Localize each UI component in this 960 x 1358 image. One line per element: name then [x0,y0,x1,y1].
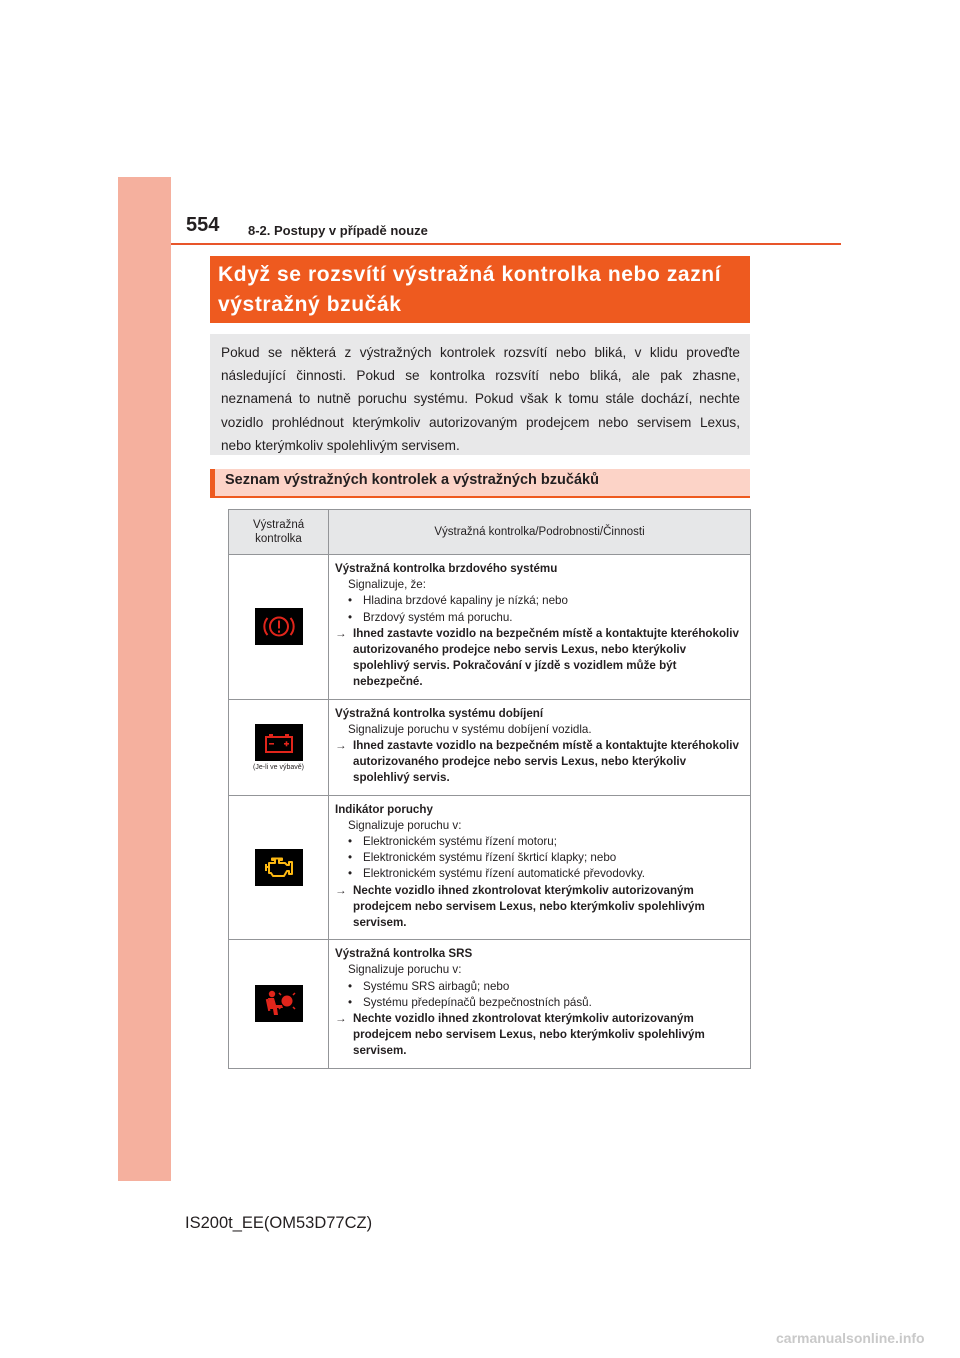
desc-cell [329,699,751,795]
table-row [229,940,751,1068]
desc-cell [329,940,751,1068]
warning-intro: Signalizuje poruchu v systému dobíjení vozidla. [348,722,592,736]
icon-cell [229,795,329,940]
warning-title: Výstražná kontrolka systému dobíjení [335,706,544,720]
desc-cell [329,795,751,940]
warning-intro: Signalizuje, že: [348,578,426,592]
warning-bullet: • Elektronickém systému řízení automatické převodovky. [348,867,646,881]
table-header-row [229,510,751,555]
warning-bullet: • Elektronickém systému řízení škrticí klapky; nebo [348,851,617,865]
col-header-icon: Výstražná kontrolka [229,510,329,555]
desc-cell [329,555,751,700]
engine-malfunction-icon [255,849,303,886]
main-heading [210,256,750,323]
warning-intro: Signalizuje poruchu v: [348,963,462,977]
page-number: 554 [186,214,220,236]
warning-action: → Ihned zastavte vozidlo na bezpečném místě a kontaktujte kteréhokoliv autorizovaného prodejce nebo servis Lexus, nebo kterýkoliv spolehlivý servis. Pokračování v jízdě s vozidlem může být nebezpečné. [335,626,739,689]
table-row [229,699,751,795]
warning-action: → Nechte vozidlo ihned zkontrolovat kterýmkoliv autorizovaným prodejcem nebo servisem Lexus, nebo kterýmkoliv spolehlivým servisem. [335,883,705,930]
warning-action: → Nechte vozidlo ihned zkontrolovat kterýmkoliv autorizovaným prodejcem nebo servisem Lexus, nebo kterýmkoliv spolehlivým servisem. [335,1012,705,1058]
srs-airbag-icon [255,985,303,1022]
header-rule [171,243,841,245]
warning-bullet: • Brzdový systém má poruchu. [348,610,513,624]
brake-warning-icon [255,608,303,645]
icon-cell [229,699,329,795]
footer-model-code: IS200t_EE(OM53D77CZ) [185,1214,373,1232]
main-heading-line2: výstražný bzučák [218,293,402,316]
icon-note: (Je-li ve výbavě) [253,763,304,771]
watermark: carmanualsonline.info [776,1330,925,1346]
warning-title: Indikátor poruchy [335,802,433,816]
warning-action: → Ihned zastavte vozidlo na bezpečném místě a kontaktujte kteréhokoliv autorizovaného prodejce nebo servis Lexus, nebo kterýkoliv spolehlivý servis. [335,739,739,785]
warning-bullet: • Elektronickém systému řízení motoru; [348,835,557,849]
side-band [118,177,171,1181]
sub-heading: Seznam výstražných kontrolek a výstražných bzučáků [210,469,750,498]
table-row [229,795,751,940]
table-row [229,555,751,700]
warning-intro: Signalizuje poruchu v: [348,818,462,832]
icon-cell [229,940,329,1068]
warning-bullet: • Systému SRS airbagů; nebo [348,979,510,993]
warning-bullet: • Hladina brzdové kapaliny je nízká; nebo [348,594,568,608]
warning-bullet: • Systému předepínačů bezpečnostních pásů. [348,995,592,1009]
col-header-details: Výstražná kontrolka/Podrobnosti/Činnosti [329,510,751,555]
battery-charging-icon [255,724,303,761]
intro-paragraph: Pokud se některá z výstražných kontrolek rozsvítí nebo bliká, v klidu proveďte následující činnosti. Pokud se kontrolka rozsvítí nebo bliká, ale pak zhasne, neznamená to nutně poruchu systému. Pokud však k tomu stále dochází, nechte vozidlo prohlédnout kterýmkoliv autorizovaným prodejcem nebo servisem Lexus, nebo kterýmkoliv spolehlivým servisem. [210,334,750,455]
warning-lights-table [228,509,751,1069]
section-title: 8-2. Postupy v případě nouze [248,223,428,238]
icon-cell [229,555,329,700]
warning-title: Výstražná kontrolka brzdového systému [335,562,558,575]
main-heading-line1: Když se rozsvítí výstražná kontrolka nebo zazní [218,263,722,286]
warning-title: Výstražná kontrolka SRS [335,947,473,961]
